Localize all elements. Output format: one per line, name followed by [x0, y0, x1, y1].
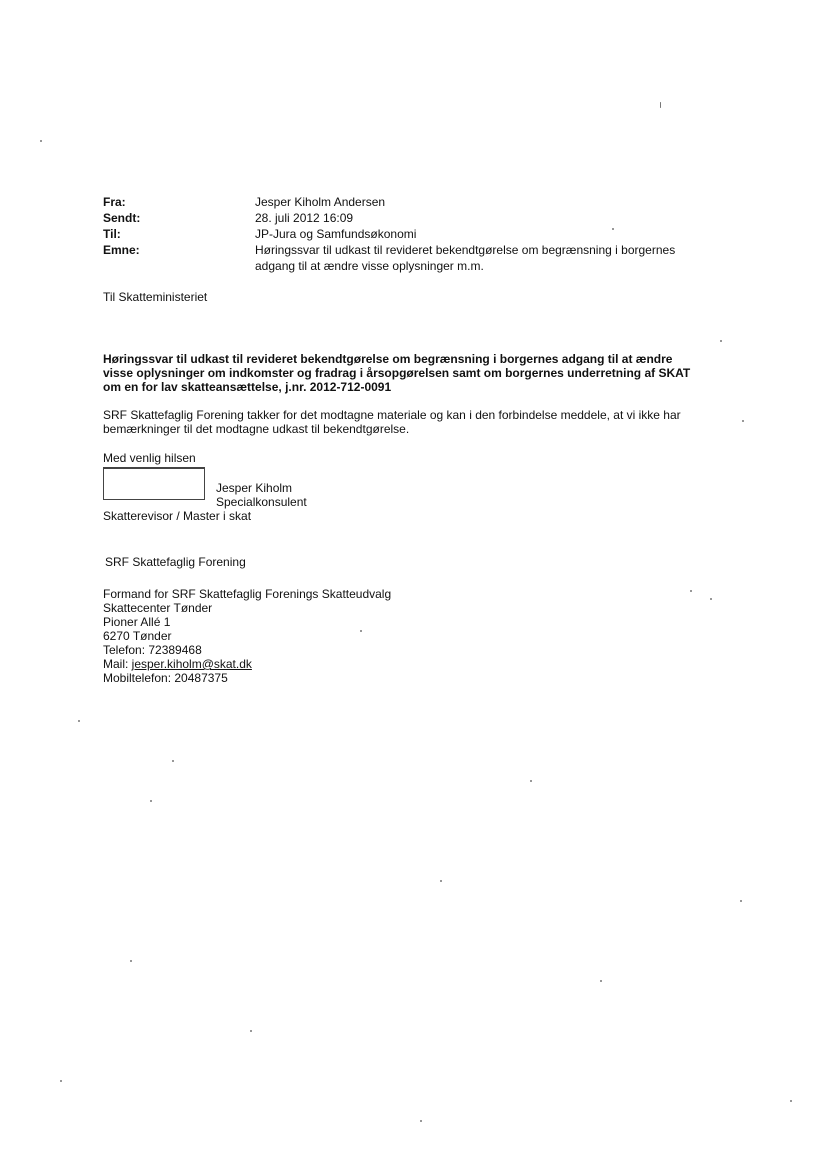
sent-label: Sendt:: [103, 211, 141, 225]
signature-mail-row: [103, 657, 252, 671]
signature-office: Skattecenter Tønder: [103, 601, 213, 615]
signature-city: 6270 Tønder: [103, 629, 172, 643]
signature-street: Pioner Allé 1: [103, 615, 171, 629]
subject-value-line1: Høringssvar til udkast til revideret bekendtgørelse om begrænsning i borgernes: [255, 243, 676, 257]
letter-title-line3: om en for lav skatteansættelse, j.nr. 2012-712-0091: [103, 380, 392, 394]
signature-image-placeholder: [103, 467, 205, 500]
signature-role: Skatterevisor / Master i skat: [103, 509, 252, 523]
from-label: Fra:: [103, 195, 126, 209]
sent-value: 28. juli 2012 16:09: [255, 211, 354, 225]
signature-org: SRF Skattefaglig Forening: [105, 555, 246, 569]
mail-link[interactable]: jesper.kiholm@skat.dk: [131, 657, 252, 671]
signature-mobile: Mobiltelefon: 20487375: [103, 671, 228, 685]
subject-label: Emne:: [103, 243, 140, 257]
from-value: Jesper Kiholm Andersen: [255, 195, 386, 209]
body-paragraph-line1: SRF Skattefaglig Forening takker for det modtagne materiale og kan i den forbindelse meddele, at vi ikke har: [103, 408, 681, 422]
signature-phone: Telefon: 72389468: [103, 643, 202, 657]
recipient-line: Til Skatteministeriet: [103, 290, 208, 304]
greeting: Med venlig hilsen: [103, 451, 196, 465]
to-value: JP-Jura og Samfundsøkonomi: [255, 227, 417, 241]
signature-name: Jesper Kiholm: [216, 481, 293, 495]
letter-title-line1: Høringssvar til udkast til revideret bekendtgørelse om begrænsning i borgernes adgang til at ændre: [103, 352, 673, 366]
mail-label: Mail:: [103, 657, 132, 671]
subject-value-line2: adgang til at ændre visse oplysninger m.m.: [255, 259, 484, 273]
signature-position: Formand for SRF Skattefaglig Forenings Skatteudvalg: [103, 587, 392, 601]
letter-title-line2: visse oplysninger om indkomster og fradrag i årsopgørelsen samt om borgernes underretning af SKAT: [103, 366, 691, 380]
to-label: Til:: [103, 227, 121, 241]
body-paragraph-line2: bemærkninger til det modtagne udkast til bekendtgørelse.: [103, 422, 410, 436]
signature-title: Specialkonsulent: [216, 495, 307, 509]
